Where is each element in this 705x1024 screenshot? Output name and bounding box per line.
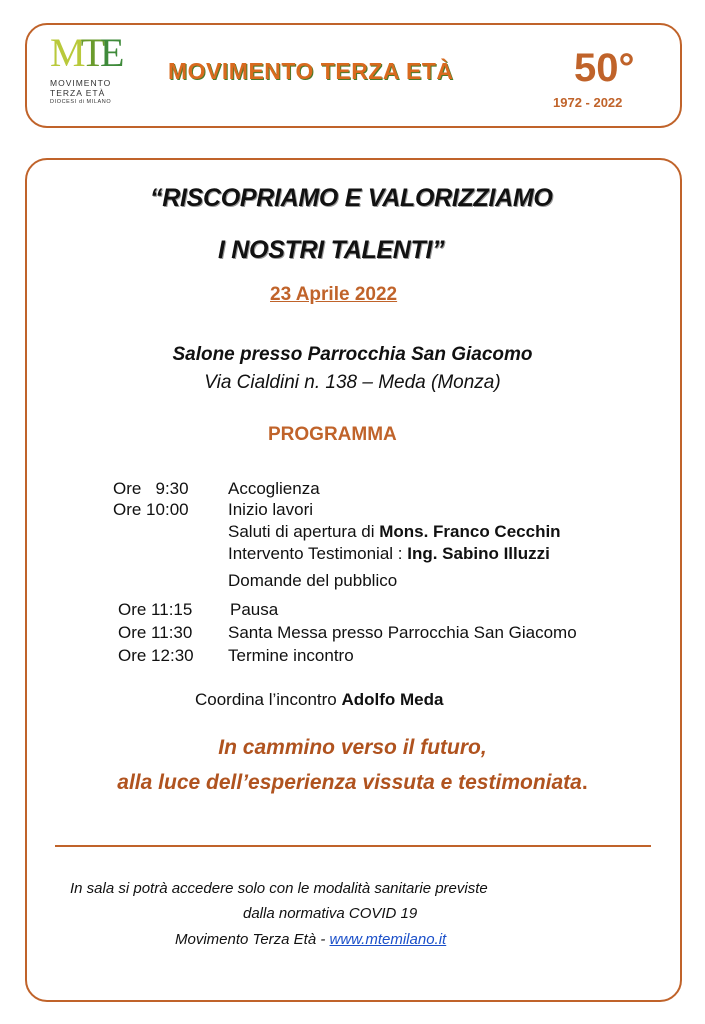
program-time: Ore 9:30 [113,479,189,498]
speaker-name: Mons. Franco Cecchin [379,522,561,541]
logo-monogram: MTE [50,30,122,75]
footer-line2: dalla normativa COVID 19 [243,905,418,922]
coordinator-name: Adolfo Meda [341,690,444,709]
program-text: Santa Messa presso Parrocchia San Giacomo [228,623,577,642]
coordinator-line: Coordina l’incontro Adolfo Meda [195,690,444,709]
program-time: Ore 10:00 [113,500,189,519]
motto-line2: alla luce dell’esperienza vissuta e testimoniata. [117,771,588,794]
event-date: 23 Aprile 2022 [270,284,398,305]
divider [55,845,651,847]
program-text: Pausa [230,600,279,619]
logo-text-line2: TERZA ETÀ [50,88,106,98]
motto-line1: In cammino verso il futuro, [218,736,487,759]
event-title-line2: I NOSTRI TALENTI” [218,236,445,264]
program-time: Ore 12:30 [118,646,194,665]
program-text: Termine incontro [228,646,354,665]
program-text: Domande del pubblico [228,571,398,590]
logo-text-line3: DIOCESI di MILANO [50,99,112,105]
event-title-line1: “RISCOPRIAMO E VALORIZZIAMO [150,184,553,212]
anniversary-years: 1972 - 2022 [553,95,623,110]
program-text: Inizio lavori [228,500,314,519]
speaker-name: Ing. Sabino Illuzzi [407,544,550,563]
venue-address: Via Cialdini n. 138 – Meda (Monza) [204,372,501,393]
program-text: Accoglienza [228,479,320,498]
mte-logo [50,30,130,113]
program-text: Saluti di apertura di Mons. Franco Cecchin [228,522,561,541]
anniversary-badge: 50° [574,46,635,90]
programma-heading: PROGRAMMA [268,424,397,445]
logo-text-line1: MOVIMENTO [50,78,112,88]
program-time: Ore 11:15 [118,600,193,619]
program-time: Ore 11:30 [118,623,193,642]
organization-title: MOVIMENTO TERZA ETÀ [168,58,454,84]
footer-line3: Movimento Terza Età - www.mtemilano.it [175,931,447,948]
venue-name: Salone presso Parrocchia San Giacomo [172,344,533,365]
program-text: Intervento Testimonial : Ing. Sabino Illuzzi [228,544,550,563]
website-link[interactable]: www.mtemilano.it [329,931,447,948]
footer-line1: In sala si potrà accedere solo con le modalità sanitarie previste [70,880,488,897]
